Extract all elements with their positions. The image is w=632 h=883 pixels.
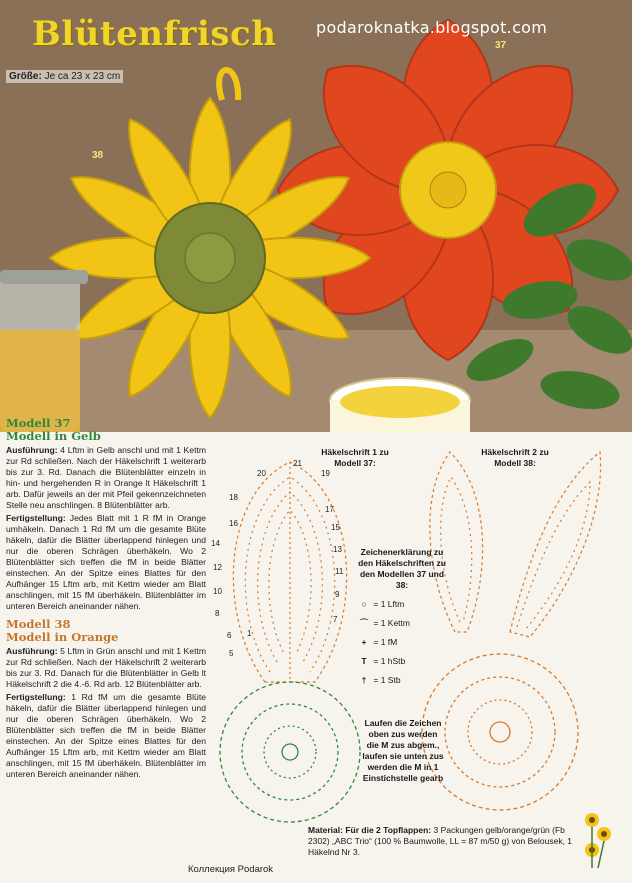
diagram1-petal bbox=[233, 462, 346, 682]
model38-execution-text: 5 Lftm in Grün anschl und mit 1 Kettm zur Rd schließen. Nach der Häkelschrift 2 weiterarb bis zur 3. Rd. Danach für die Blütenblätter in Gelb lt Häkelschrift 2 die 4.-6. Rd arb. 12 Blütenblätter arb. bbox=[6, 646, 207, 689]
model38-finishing-label: Fertigstellung: bbox=[6, 692, 66, 702]
row-number: 11 bbox=[335, 567, 344, 576]
row-number: 17 bbox=[325, 505, 334, 514]
half-double-icon: T bbox=[361, 656, 367, 666]
size-info bbox=[6, 70, 123, 83]
legend-label: = 1 Kettm bbox=[373, 618, 410, 628]
row-number: 15 bbox=[331, 523, 340, 532]
legend-item-single-crochet bbox=[357, 637, 447, 648]
material-bold-text: Für die 2 Topflappen: bbox=[345, 825, 432, 835]
row-number: 18 bbox=[229, 493, 238, 502]
legend-heading: Zeichenerklärung zu den Häkelschriften zu den Modellen 37 und 38: bbox=[358, 547, 446, 590]
chain-icon: ○ bbox=[361, 599, 367, 609]
model37-execution-label: Ausführung: bbox=[6, 445, 58, 455]
product-photo bbox=[0, 0, 632, 432]
legend bbox=[357, 547, 447, 686]
row-number: 21 bbox=[293, 459, 302, 468]
page-title: Blütenfrisch bbox=[32, 14, 277, 54]
slip-stitch-icon: ⌒ bbox=[359, 618, 369, 628]
diagram1-center bbox=[220, 682, 360, 822]
legend-label: = 1 hStb bbox=[373, 656, 406, 666]
size-value: Je ca 23 x 23 cm bbox=[44, 71, 121, 82]
row-number: 5 bbox=[229, 649, 234, 658]
model38-finishing bbox=[6, 692, 206, 780]
blog-url[interactable]: podaroknatka.blogspot.com bbox=[316, 18, 548, 37]
model38-execution-label: Ausführung: bbox=[6, 646, 58, 656]
double-crochet-icon: † bbox=[361, 675, 367, 685]
row-number: 8 bbox=[215, 609, 220, 618]
model37-finishing-label: Fertigstellung: bbox=[6, 513, 66, 523]
model38-execution bbox=[6, 646, 206, 690]
diagram2-title: Häkelschrift 2 zu Modell 38: bbox=[481, 447, 549, 468]
model37-execution-text: 4 Lftm in Gelb anschl und mit 1 Kettm zur Rd schließen. Nach der Häkelschrift 1 weiterarb bis zur 3. Rd. Danach die Blütenblätter einzeln in hin- und hergehenden R in Orange lt Häkelschrift 1 arb. Dafür jeweils an der mit Pfeil gekennzeichneten Stelle neu anschlingen. 8 Blütenblätter arb. bbox=[6, 445, 207, 510]
legend-label: = 1 fM bbox=[373, 637, 398, 647]
row-number: 12 bbox=[213, 563, 222, 572]
row-number: 13 bbox=[333, 545, 342, 554]
model38-finishing-text: 1 Rd fM um die gesamte Blüte häkeln, dafür die Blätter überlappend hinlegen und nur die oberen Schrägen überhäkeln. Wo 2 Blütenblätter sich treffen die fM in beide Blätter einstechen. An der Spitze eines Blattes für den Aufhänger 15 Lftm arb, mit Kettm wieder am Blatt anschlingen, mit 15 fM überhäkeln. Blütenblätter im unteren Bereich aneinander nähen. bbox=[6, 692, 206, 779]
model-number-38: 38 bbox=[92, 150, 104, 161]
row-number: 7 bbox=[333, 615, 338, 624]
legend-item-chain bbox=[357, 599, 447, 610]
row-number: 16 bbox=[229, 519, 238, 528]
model37-finishing bbox=[6, 513, 206, 612]
row-number: 20 bbox=[257, 469, 266, 478]
row-number: 1 bbox=[247, 629, 252, 638]
model37-subheading: Modell in Gelb bbox=[6, 429, 101, 443]
legend-item-double bbox=[357, 675, 447, 686]
legend-label: = 1 Stb bbox=[373, 675, 401, 685]
model37-finishing-text: Jedes Blatt mit 1 R fM in Orange umhäkeln. Danach 1 Rd fM um die gesamte Blüte häkeln, dafür die Blätter überlappend hinlegen und nur die oberen Schrägen überhäkeln. Wo 2 Blütenblätter sich treffen die fM in beide Blätter einstechen. An der Spitze eines Blattes für den Aufhänger 15 Lftm arb, mit Kettm wieder am Blatt anschlingen, mit 15 fM überhäkeln. Blütenblätter im unteren Bereich aneinander nähen. bbox=[6, 513, 206, 611]
size-label: Größe: bbox=[9, 71, 42, 82]
row-number: 14 bbox=[211, 539, 220, 548]
row-number: 19 bbox=[321, 469, 330, 478]
material-text: 3 Packungen gelb/orange/grün (Fb 2302) „ABC Trio“ (100 % Baumwolle, LL = 87 m/50 g) von Belousek, 1 Häkelnd Nr 3. bbox=[308, 825, 573, 857]
diagram2-petals bbox=[430, 452, 601, 637]
diagram1-title: Häkelschrift 1 zu Modell 37: bbox=[321, 447, 389, 468]
legend-item-half-double bbox=[357, 656, 447, 667]
model37-execution bbox=[6, 445, 206, 511]
row-number: 10 bbox=[213, 587, 222, 596]
legend-label: = 1 Lftm bbox=[373, 599, 405, 609]
model37-heading: Modell 37 bbox=[6, 416, 71, 430]
legend-item-slip-stitch bbox=[357, 618, 447, 629]
single-crochet-icon: + bbox=[361, 637, 367, 647]
material-label: Material: bbox=[308, 825, 343, 835]
sunflower-decoration-icon bbox=[578, 810, 618, 870]
material-info bbox=[308, 825, 588, 858]
model38-subheading: Modell in Orange bbox=[6, 630, 119, 644]
stitch-note: Laufen die Zeichen oben zus werden die M zus abgem., laufen sie unten zus werden die M in 1 Einstichstelle gearb bbox=[362, 718, 444, 783]
model38-heading: Modell 38 bbox=[6, 617, 71, 631]
glass-jar bbox=[0, 270, 88, 432]
footer-collection: Коллекция Podarok bbox=[188, 864, 274, 875]
model-number-37: 37 bbox=[495, 40, 507, 51]
tea-cup bbox=[330, 378, 470, 432]
diagram1-row-numbers bbox=[211, 459, 344, 658]
instructions-column bbox=[6, 417, 206, 780]
photo-illustration bbox=[0, 0, 632, 432]
row-number: 6 bbox=[227, 631, 232, 640]
row-number: 9 bbox=[335, 590, 340, 599]
